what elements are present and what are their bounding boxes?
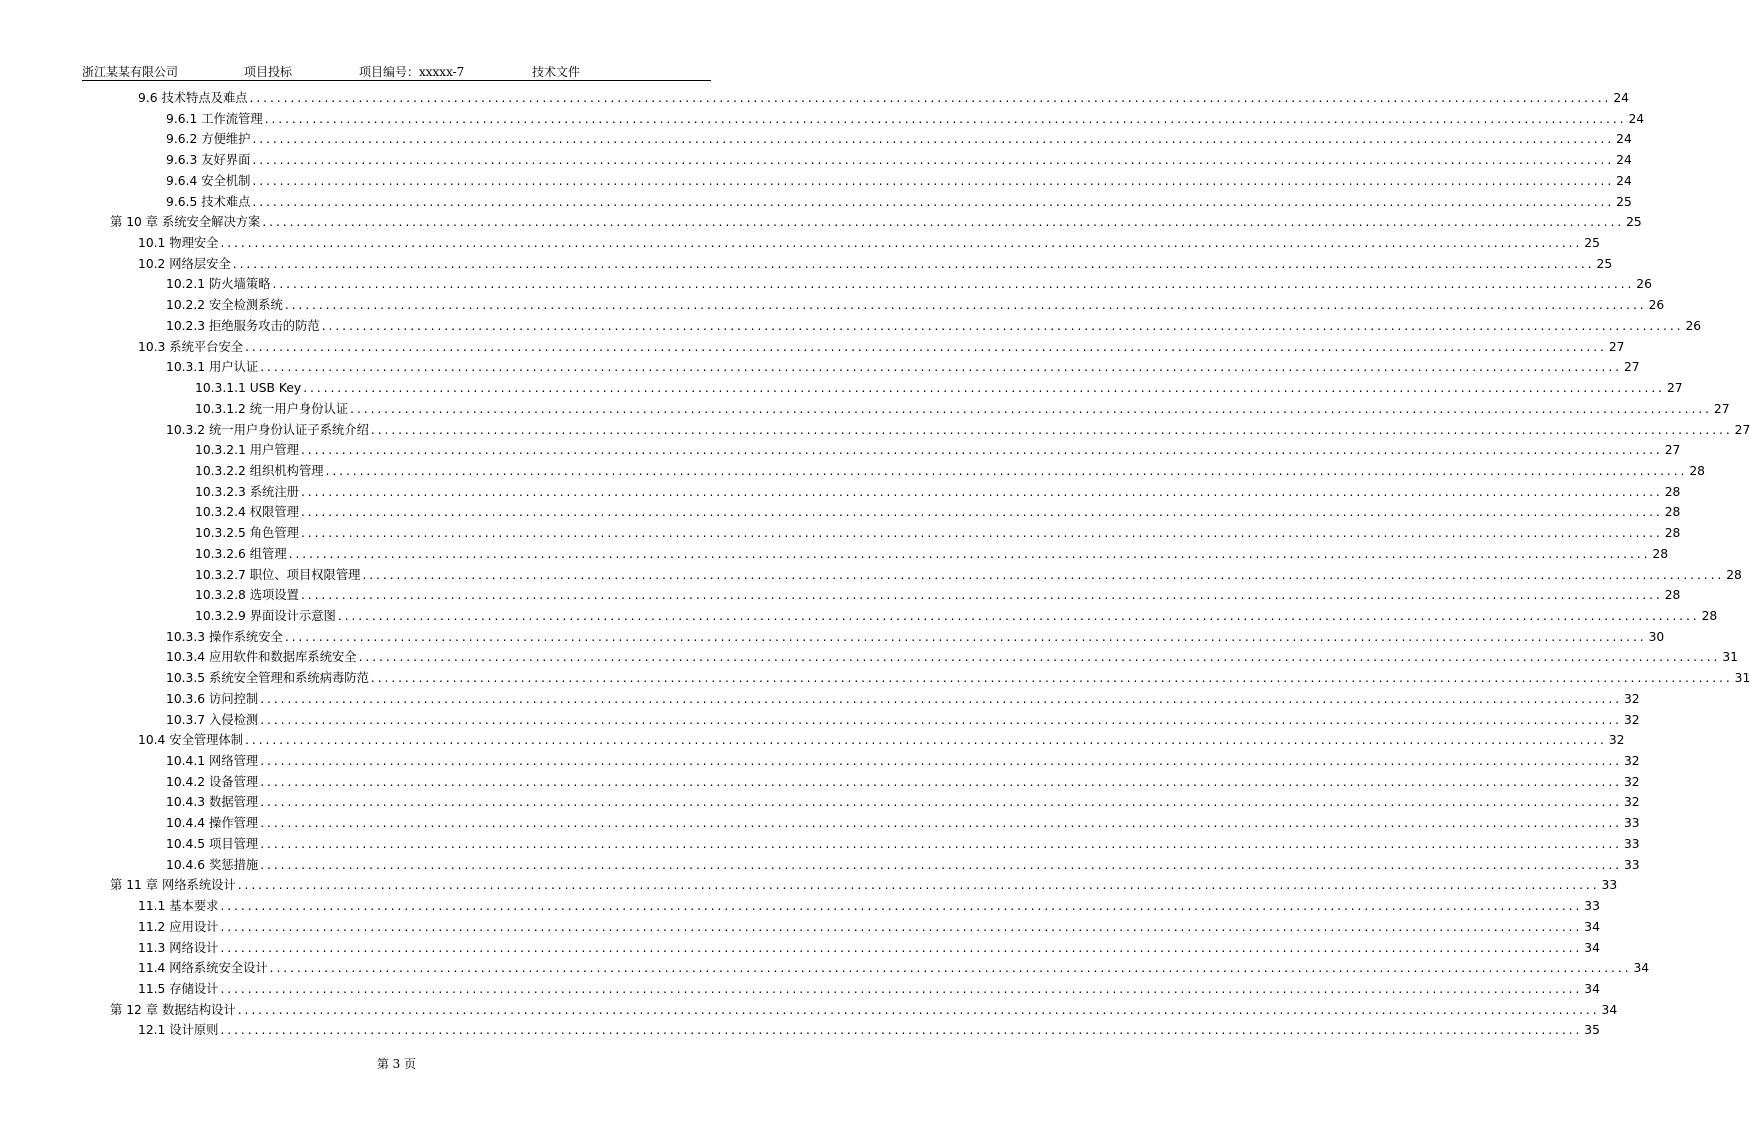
toc-entry-page: 35 <box>1584 1023 1600 1038</box>
toc-entry-label: 10.3.2.1 用户管理 <box>195 443 299 458</box>
toc-entry-label: 10.4.1 网络管理 <box>166 754 259 769</box>
toc-entry-page: 26 <box>1636 277 1652 292</box>
toc-entry-label: 10.3.1 用户认证 <box>166 360 259 375</box>
toc-entry-label: 10.2.2 安全检测系统 <box>166 298 283 313</box>
toc-entry[interactable] <box>166 295 1665 315</box>
toc-entry[interactable] <box>195 606 1718 626</box>
toc-entry-label: 10.3.2.5 角色管理 <box>195 526 299 541</box>
toc-row[interactable] <box>0 523 1681 543</box>
toc-dot-leader: ........................................................................................................................................................................................................ <box>220 981 1583 996</box>
toc-entry-page: 33 <box>1623 836 1640 851</box>
toc-row[interactable] <box>0 855 1640 875</box>
toc-entry[interactable] <box>166 813 1640 833</box>
toc-dot-leader: ........................................................................................................................................................................................................ <box>284 298 1647 313</box>
toc-dot-leader: ........................................................................................................................................................................................................ <box>362 567 1725 582</box>
toc-entry-label: 10.2.3 拒绝服务攻击的防范 <box>166 318 320 333</box>
toc-entry-page: 33 <box>1584 899 1600 914</box>
toc-entry-page: 31 <box>1734 671 1750 686</box>
toc-dot-leader: ........................................................................................................................................................................................................ <box>260 774 1622 789</box>
toc-row[interactable] <box>0 109 1645 129</box>
toc-entry-page: 33 <box>1623 857 1640 872</box>
toc-entry-page: 33 <box>1623 816 1640 831</box>
toc-entry-page: 34 <box>1601 1002 1618 1017</box>
toc-row[interactable] <box>0 647 1739 667</box>
toc-entry-page: 28 <box>1701 609 1718 623</box>
toc-entry[interactable] <box>166 792 1640 812</box>
toc-entry[interactable] <box>138 1020 1600 1040</box>
toc-entry-page: 28 <box>1664 526 1681 541</box>
toc-entry-label: 9.6.3 友好界面 <box>166 153 251 168</box>
toc-entry-page: 32 <box>1623 774 1640 789</box>
toc-dot-leader: ........................................................................................................................................................................................................ <box>272 277 1635 292</box>
toc-entry[interactable] <box>166 420 1750 440</box>
toc-entry-label: 10.3.2 统一用户身份认证子系统介绍 <box>166 422 369 437</box>
toc-dot-leader: ........................................................................................................................................................................................................ <box>252 194 1615 209</box>
header-doc-type: 技术文件 <box>532 65 581 79</box>
toc-entry[interactable] <box>166 274 1652 294</box>
toc-dot-leader: ........................................................................................................................................................................................................ <box>220 1023 1583 1038</box>
toc-entry[interactable] <box>195 440 1681 460</box>
toc-entry-page: 24 <box>1616 132 1632 147</box>
toc-entry-label: 10.3.2.7 职位、项目权限管理 <box>195 567 361 582</box>
toc-entry-page: 27 <box>1734 422 1750 437</box>
toc-row[interactable] <box>0 979 1600 999</box>
toc-row[interactable] <box>0 710 1640 730</box>
toc-dot-leader: ........................................................................................................................................................................................................ <box>264 111 1627 126</box>
toc-dot-leader: ........................................................................................................................................................................................................ <box>260 857 1622 872</box>
toc-dot-leader: ........................................................................................................................................................................................................ <box>269 961 1632 976</box>
toc-entry[interactable] <box>166 647 1739 667</box>
toc-entry-label: 10.3.2.4 权限管理 <box>195 505 299 520</box>
toc-entry-page: 24 <box>1616 153 1632 168</box>
toc-entry-page: 27 <box>1664 443 1681 458</box>
toc-dot-leader: ........................................................................................................................................................................................................ <box>260 836 1622 851</box>
toc-entry-page: 25 <box>1596 256 1613 271</box>
toc-entry[interactable] <box>138 730 1625 750</box>
toc-entry[interactable] <box>138 979 1600 999</box>
toc-row[interactable] <box>0 834 1640 854</box>
toc-entry[interactable] <box>138 958 1650 978</box>
toc-row[interactable] <box>0 772 1640 792</box>
toc-entry[interactable] <box>138 254 1613 274</box>
toc-row[interactable] <box>0 627 1665 647</box>
toc-row[interactable] <box>0 399 1730 419</box>
toc-row[interactable] <box>0 896 1600 916</box>
toc-dot-leader: ........................................................................................................................................................................................................ <box>220 899 1583 914</box>
toc-entry[interactable] <box>138 337 1625 357</box>
toc-entry-label: 10.3.2.6 组管理 <box>195 546 287 561</box>
page-header <box>82 60 711 81</box>
toc-dot-leader: ........................................................................................................................................................................................................ <box>252 153 1615 168</box>
toc-entry-page: 24 <box>1628 111 1645 126</box>
toc-entry-page: 25 <box>1616 194 1632 209</box>
toc-dot-leader: ........................................................................................................................................................................................................ <box>220 940 1583 955</box>
toc-entry-page: 32 <box>1608 733 1625 748</box>
toc-entry-page: 32 <box>1623 712 1640 727</box>
toc-dot-leader: ........................................................................................................................................................................................................ <box>370 671 1733 686</box>
toc-dot-leader: ........................................................................................................................................................................................................ <box>260 691 1622 706</box>
toc-entry-page: 33 <box>1601 878 1618 893</box>
toc-entry-label: 10.3.7 入侵检测 <box>166 712 259 727</box>
toc-entry[interactable] <box>110 875 1618 895</box>
toc-entry-label: 10.1 物理安全 <box>138 236 219 251</box>
toc-entry-page: 28 <box>1652 546 1669 561</box>
toc-row[interactable] <box>0 461 1705 481</box>
toc-entry-page: 27 <box>1666 381 1683 396</box>
toc-entry-page: 25 <box>1626 215 1642 230</box>
toc-row[interactable] <box>0 357 1640 377</box>
toc-row[interactable] <box>0 212 1642 232</box>
toc-entry[interactable] <box>195 502 1681 522</box>
toc-row[interactable] <box>0 875 1618 895</box>
toc-row[interactable] <box>0 813 1640 833</box>
toc-entry-page: 32 <box>1623 795 1640 810</box>
toc-entry-page: 31 <box>1722 650 1739 665</box>
toc-entry-page: 28 <box>1726 567 1742 582</box>
toc-dot-leader: ........................................................................................................................................................................................................ <box>252 173 1615 188</box>
toc-row[interactable] <box>0 751 1640 771</box>
toc-entry[interactable] <box>166 689 1640 709</box>
toc-row[interactable] <box>0 171 1632 191</box>
toc-row[interactable] <box>0 565 1742 585</box>
toc-entry[interactable] <box>195 399 1730 419</box>
toc-entry[interactable] <box>166 129 1632 149</box>
toc-entry-label: 11.2 应用设计 <box>138 919 219 934</box>
toc-dot-leader: ........................................................................................................................................................................................................ <box>358 650 1721 665</box>
toc-entry[interactable] <box>138 917 1600 937</box>
toc-row[interactable] <box>0 606 1718 626</box>
header-company: 浙江某某有限公司 <box>82 65 179 79</box>
toc-dot-leader: ........................................................................................................................................................................................................ <box>370 422 1733 437</box>
toc-entry-label: 10.3.4 应用软件和数据库系统安全 <box>166 650 357 665</box>
toc-entry[interactable] <box>195 461 1705 481</box>
toc-entry-page: 26 <box>1648 298 1665 313</box>
toc-entry-page: 34 <box>1584 940 1600 955</box>
toc-entry-page: 34 <box>1584 981 1600 996</box>
toc-row[interactable] <box>0 544 1669 564</box>
toc-entry-page: 28 <box>1664 588 1681 603</box>
toc-row[interactable] <box>0 88 1629 108</box>
toc-row[interactable] <box>0 1000 1618 1020</box>
toc-entry-label: 10.3.2.2 组织机构管理 <box>195 463 324 478</box>
toc-entry-page: 34 <box>1633 961 1650 976</box>
toc-entry-label: 10.3.1.1 USB Key <box>195 381 302 396</box>
page-footer <box>0 1055 793 1072</box>
toc-entry-page: 27 <box>1623 360 1640 375</box>
toc-dot-leader: ........................................................................................................................................................................................................ <box>260 754 1622 769</box>
toc-entry-label: 10.3.3 操作系统安全 <box>166 629 283 644</box>
toc-row[interactable] <box>0 938 1600 958</box>
toc-dot-leader: ........................................................................................................................................................................................................ <box>232 256 1595 271</box>
toc-entry-label: 10.3.2.3 系统注册 <box>195 484 299 499</box>
toc-entry-label: 10.3.1.2 统一用户身份认证 <box>195 401 349 416</box>
toc-entry-label: 10.3.5 系统安全管理和系统病毒防范 <box>166 671 369 686</box>
toc-row[interactable] <box>0 420 1750 440</box>
toc-dot-leader: ........................................................................................................................................................................................................ <box>249 91 1612 105</box>
toc-entry-page: 28 <box>1689 463 1705 478</box>
toc-dot-leader: ........................................................................................................................................................................................................ <box>303 381 1665 396</box>
toc-entry-page: 28 <box>1664 505 1681 520</box>
toc-entry[interactable] <box>138 88 1629 108</box>
toc-row[interactable] <box>0 192 1632 212</box>
toc-dot-leader: ........................................................................................................................................................................................................ <box>245 733 1607 748</box>
toc-entry-page: 28 <box>1664 484 1681 499</box>
toc-entry-label: 10.3.2.9 界面设计示意图 <box>195 609 336 623</box>
toc-entry-page: 27 <box>1713 401 1730 416</box>
toc-row[interactable] <box>0 440 1681 460</box>
toc-dot-leader: ........................................................................................................................................................................................................ <box>262 215 1625 230</box>
toc-entry[interactable] <box>110 1000 1618 1020</box>
toc-entry[interactable] <box>138 896 1600 916</box>
toc-entry-label: 10.4.4 操作管理 <box>166 816 259 831</box>
toc-dot-leader: ........................................................................................................................................................................................................ <box>260 795 1622 810</box>
toc-entry[interactable] <box>195 565 1742 585</box>
toc-entry-label: 10.2.1 防火墙策略 <box>166 277 271 292</box>
toc-entry[interactable] <box>166 192 1632 212</box>
toc-dot-leader: ........................................................................................................................................................................................................ <box>260 712 1622 727</box>
toc-dot-leader: ........................................................................................................................................................................................................ <box>220 236 1583 251</box>
toc-row[interactable] <box>0 150 1632 170</box>
toc-entry-label: 第 12 章 数据结构设计 <box>110 1002 236 1017</box>
toc-dot-leader: ........................................................................................................................................................................................................ <box>300 526 1663 541</box>
toc-row[interactable] <box>0 295 1665 315</box>
toc-row[interactable] <box>0 254 1613 274</box>
toc-entry[interactable] <box>195 482 1681 502</box>
toc-row[interactable] <box>0 689 1640 709</box>
toc-entry-label: 11.4 网络系统安全设计 <box>138 961 268 976</box>
toc-row[interactable] <box>0 917 1600 937</box>
toc-entry-label: 第 10 章 系统安全解决方案 <box>110 215 261 230</box>
page-number: 第 3 页 <box>376 1057 417 1071</box>
toc-entry-page: 32 <box>1623 691 1640 706</box>
toc-row[interactable] <box>0 585 1681 605</box>
toc-entry-page: 25 <box>1584 236 1600 251</box>
toc-entry[interactable] <box>138 233 1600 253</box>
toc-entry-page: 26 <box>1685 318 1702 333</box>
toc-entry-label: 9.6 技术特点及难点 <box>138 91 248 105</box>
toc-dot-leader: ........................................................................................................................................................................................................ <box>288 546 1651 561</box>
toc-row[interactable] <box>0 792 1640 812</box>
toc-row[interactable] <box>0 958 1650 978</box>
toc-entry[interactable] <box>166 772 1640 792</box>
toc-entry-label: 10.4.6 奖惩措施 <box>166 857 259 872</box>
toc-dot-leader: ........................................................................................................................................................................................................ <box>245 339 1607 354</box>
toc-dot-leader: ........................................................................................................................................................................................................ <box>252 132 1615 147</box>
toc-entry[interactable] <box>166 855 1640 875</box>
header-project-number: 项目编号：xxxxx-7 <box>359 65 465 79</box>
toc-row[interactable] <box>0 502 1681 522</box>
toc-entry-page: 34 <box>1584 919 1600 934</box>
toc-entry-label: 11.1 基本要求 <box>138 899 219 914</box>
toc-entry-label: 10.4.5 项目管理 <box>166 836 259 851</box>
toc-entry[interactable] <box>195 585 1681 605</box>
toc-row[interactable] <box>0 378 1683 398</box>
toc-entry[interactable] <box>166 357 1640 377</box>
toc-entry-label: 9.6.5 技术难点 <box>166 194 251 209</box>
toc-entry-label: 9.6.4 安全机制 <box>166 173 251 188</box>
toc-dot-leader: ........................................................................................................................................................................................................ <box>300 484 1663 499</box>
toc-entry-label: 11.5 存储设计 <box>138 981 219 996</box>
toc-entry-label: 11.3 网络设计 <box>138 940 219 955</box>
toc-entry-label: 12.1 设计原则 <box>138 1023 219 1038</box>
toc-row[interactable] <box>0 337 1625 357</box>
header-bid: 项目投标 <box>244 65 293 79</box>
toc-row[interactable] <box>0 668 1750 688</box>
toc-entry-label: 10.3.2.8 选项设置 <box>195 588 299 603</box>
toc-entry[interactable] <box>110 212 1642 232</box>
toc-entry-label: 9.6.2 方便维护 <box>166 132 251 147</box>
toc-entry-label: 10.4.3 数据管理 <box>166 795 259 810</box>
toc-dot-leader: ........................................................................................................................................................................................................ <box>321 318 1684 333</box>
toc-entry-page: 32 <box>1623 754 1640 769</box>
toc-entry[interactable] <box>195 523 1681 543</box>
toc-dot-leader: ........................................................................................................................................................................................................ <box>350 401 1712 416</box>
toc-entry[interactable] <box>166 627 1665 647</box>
toc-row[interactable] <box>0 730 1625 750</box>
toc-entry[interactable] <box>166 109 1645 129</box>
toc-entry-page: 24 <box>1616 173 1632 188</box>
toc-entry[interactable] <box>166 751 1640 771</box>
toc-entry[interactable] <box>166 171 1632 191</box>
toc-dot-leader: ........................................................................................................................................................................................................ <box>325 463 1688 478</box>
toc-entry-label: 10.3 系统平台安全 <box>138 339 244 354</box>
toc-dot-leader: ........................................................................................................................................................................................................ <box>237 878 1600 893</box>
toc-dot-leader: ........................................................................................................................................................................................................ <box>260 816 1622 831</box>
toc-row[interactable] <box>0 274 1652 294</box>
toc-entry[interactable] <box>166 834 1640 854</box>
toc-dot-leader: ........................................................................................................................................................................................................ <box>237 1002 1600 1017</box>
toc-row[interactable] <box>0 233 1600 253</box>
toc-entry-label: 9.6.1 工作流管理 <box>166 111 263 126</box>
toc-row[interactable] <box>0 482 1681 502</box>
toc-entry[interactable] <box>166 316 1702 336</box>
toc-entry[interactable] <box>195 378 1683 398</box>
toc-dot-leader: ........................................................................................................................................................................................................ <box>337 609 1700 623</box>
toc-row[interactable] <box>0 1020 1600 1040</box>
toc-entry-page: 24 <box>1613 91 1629 105</box>
toc-dot-leader: ........................................................................................................................................................................................................ <box>284 629 1647 644</box>
toc-dot-leader: ........................................................................................................................................................................................................ <box>300 443 1663 458</box>
toc-entry-label: 第 11 章 网络系统设计 <box>110 878 236 893</box>
toc-entry-label: 10.2 网络层安全 <box>138 256 231 271</box>
toc-entry-page: 27 <box>1608 339 1625 354</box>
toc-entry[interactable] <box>166 668 1750 688</box>
toc-entry[interactable] <box>195 544 1669 564</box>
toc-entry[interactable] <box>166 710 1640 730</box>
toc-row[interactable] <box>0 316 1702 336</box>
toc-dot-leader: ........................................................................................................................................................................................................ <box>220 919 1583 934</box>
toc-dot-leader: ........................................................................................................................................................................................................ <box>300 588 1663 603</box>
toc-dot-leader: ........................................................................................................................................................................................................ <box>260 360 1622 375</box>
toc-entry-page: 30 <box>1648 629 1665 644</box>
toc-entry-label: 10.4.2 设备管理 <box>166 774 259 789</box>
toc-entry[interactable] <box>138 938 1600 958</box>
toc-entry-label: 10.4 安全管理体制 <box>138 733 244 748</box>
toc-entry-label: 10.3.6 访问控制 <box>166 691 259 706</box>
toc-dot-leader: ........................................................................................................................................................................................................ <box>300 505 1663 520</box>
toc-row[interactable] <box>0 129 1632 149</box>
toc-entry[interactable] <box>166 150 1632 170</box>
